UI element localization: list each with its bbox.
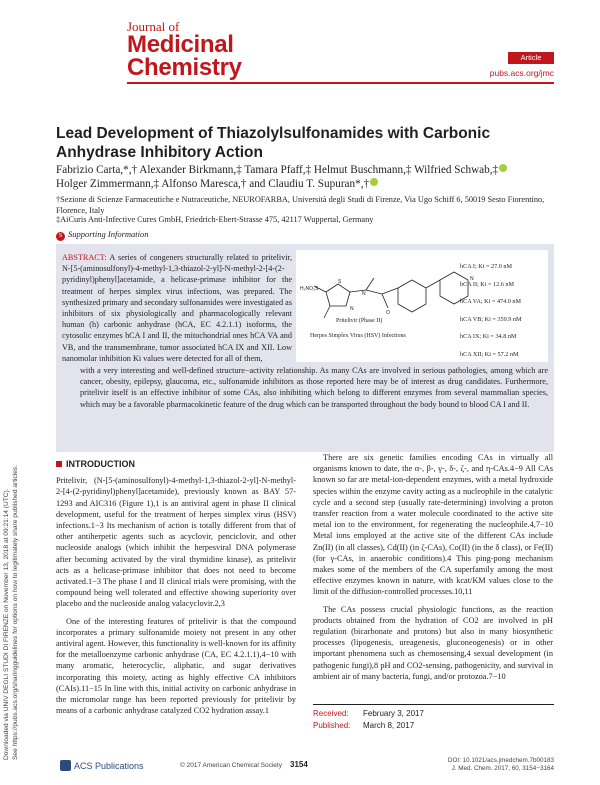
article-type-badge: Article [508,52,554,64]
download-notice-line2[interactable]: See https://pubs.acs.org/sharingguidelines for options on how to legitimately share published articles. [12,464,19,760]
doi-citation [448,757,554,773]
published-date: March 8, 2017 [363,721,415,730]
author-line2 [56,177,556,191]
publisher-name: ACS Publications [74,761,144,771]
graphic-caption-1: Pritelivir (Phase II) [336,318,383,324]
ki-value: hCA VB; Ki = 359.9 nM [460,315,522,323]
author-names-1[interactable]: Fabrizio Carta,*,† Alexander Birkmann,‡ Tamara Pfaff,‡ Helmut Buschmann,‡ Wilfried Schwab,‡ [56,164,499,176]
svg-text:H₂NO₂S: H₂NO₂S [300,286,319,292]
intro-paragraph-1: Pritelivir, (N-[5-(aminosulfonyl)-4-methyl-1,3-thiazol-2-yl]-N-methyl-2-[4-(2-pyridinyl)phenyl]acetamide), previously known as BAY 57-1293 and AIC316 (Figure 1),1 is an antiviral agent in phase II clinical development, useful for the treatment of herpes simplex virus (HSV) infections.1−3 Its mechanism of action is totally different from that of other antiherpetic agents such as acyclovir, penciclovir, and other nucleoside analogs (which inhibit the herpesviral DNA polymerase after becoming activated by the viral thymidine kinase), as pritelivir acts as a helicase-primase inhibitor that does not need to become activated.1−3 The phase I and II clinical trials were promising, with the compound being well tolerated and effective showing superiority over placebo and the nucleoside analog valacyclovir.2,3 [56,476,296,609]
affiliation-1: †Sezione di Scienze Farmaceutiche e Nutraceutiche, NEUROFARBA, Università degli Studi di Firenze, Via Ugo Schiff 6, 50019 Sesto Fiorentino, Florence, Italy [56,195,545,215]
article-title: Lead Development of Thiazolylsulfonamides with Carbonic Anhydrase Inhibitory Action [56,125,491,161]
abstract-body-top: A series of congeners structurally related to pritelivir, N-[5-(aminosulfonyl)-4-methyl-1,3-thiazol-2-yl]-N-methyl-2-[4-(2-pyridinyl)phenyl]acetamide, a helicase-primase inhibitor for the treatment of herpes simplex virus infections, was prepared. The synthesized primary and secondary sulfonamides were investigated as inhibitors of six physiologically and pharmacologically relevant human (h) carbonic anhydrase (hCA, EC 4.2.1.1) isoforms, the cytosolic enzymes hCA I and II, the mitochondrial ones hCA VA and VB, and the transmembrane, tumor associated hCA IX and XII. Low nanomolar inhibition Ki values were detected for all of them, [62,253,292,363]
doi-link[interactable]: DOI: 10.1021/acs.jmedchem.7b00183 [447,757,554,764]
introduction-heading [56,459,296,470]
affiliation-2: ‡AiCuris Anti-Infective Cures GmbH, Friedrich-Ebert-Strasse 475, 42117 Wuppertal, Germany [56,215,374,224]
journal-name-line1: Journal of [127,19,180,34]
right-column [313,452,553,688]
received-date-row [313,708,424,720]
author-line1 [56,163,556,177]
journal-logo [127,20,242,80]
svg-text:N: N [350,306,354,312]
author-names-2[interactable]: Holger Zimmermann,‡ Alfonso Maresca,† and Claudiu T. Supuran*,† [56,178,370,190]
supporting-info-icon: S [56,232,65,241]
abstract-text-bottom: with a very interesting and well-defined structure−activity relationship. As many CAs are involved in serious pathologies, among which are cancer, obesity, epilepsy, glaucoma, etc., sulfonamide inhibitors as those reported here may be of interest as drug candidates. Furthermore, pritelivir itself is an effective inhibitor of some CAs, also inhibiting which belong to different enzymes from several mammalian species, which may be a favorable pharmacokinetic feature of the drug which can be transported throughout the body bound to blood CA I and II. [80,366,548,409]
acs-publications-logo[interactable] [60,760,144,771]
abstract-text-top [62,252,292,364]
download-notice-line1: Downloaded via UNIV DEGLI STUDI DI FIRENZE on November 13, 2018 at 09:21:14 (UTC). [3,488,10,760]
download-notice [2,200,28,760]
ki-value: hCA I; Ki = 27.0 nM [460,263,512,270]
supporting-information-label: Supporting Information [68,229,149,239]
published-label: Published: [313,721,351,730]
supporting-information-link[interactable] [56,229,149,241]
intro-paragraph-4: The CAs possess crucial physiologic functions, as the reaction products obtained from the hydration of CO2 are involved in pH regulation (bicarbonate and protons) but also in many biosynthetic processes (lipogenesis, ureagenesis, gluconeogenesis) or in other important phenomena such as chemosensing,4 sexual development (in pathogenic fungi),8 pH and CO2-sensing, pathogenicity, and survival in ambient air of many bacteria, fungi, and/or protozoa.7−10 [313,604,553,681]
ki-values-list [460,258,521,363]
intro-paragraph-3: There are six genetic families encoding CAs in virtually all organisms known to date, the α-, β-, γ-, δ-, ζ-, and η-CAs.4−9 All CAs known so far are metal-ion-dependent enzymes, with a metal hydroxide species within the enzyme cavity acting as a nucleophile in the catalytic cycle and a second step (usually rate-determining) involving a proton transfer reaction from a water molecule coordinated to the active site metal ion to the environment, for regenerating the nucleophile.4,7−10 Metal ions employed at the active site of the different CAs include Zn(II) (in all classes), Cd(II) (in ζ-CAs), Co(II) (in the δ class), or Fe(II) (for γ-CAs, in anaerobic conditions).4 This ping-pong mechanism makes some of the members of the CA superfamily among the most effective enzymes known in nature, with kcat/KM values close to the limit of the diffusion-controlled processes.10,11 [313,453,553,597]
publication-dates [313,708,424,732]
copyright-notice: © 2017 American Chemical Society [180,762,282,769]
journal-name-line3: Chemistry [127,54,242,81]
page-footer [0,757,600,777]
author-list [56,163,556,191]
svg-text:N: N [470,276,474,282]
header-divider [127,82,554,84]
section-marker-icon [56,461,62,467]
intro-paragraph-2: One of the interesting features of pritelivir is that the compound incorporates a primary sulfonamide moiety not present in any other antiviral agent. However, this functionality is well-known for its affinity for the metalloenzyme carbonic anhydrase (CA, EC 4.2.1.1),4−10 with many aromatic, heterocyclic, aliphatic, and sugar derivatives incorporating this moiety, acting as highly effective CA inhibitors (CAIs).11−15 In line with this, initial activity on carbonic anhydrase in the micromolar range has been reported previously for pritelivir by means of a carbonic anhydrase catalyzed CO2 hydration assay.1 [56,616,296,716]
ki-value: hCA II; Ki = 12.6 nM [460,280,515,288]
page-number: 3154 [290,760,308,769]
journal-url-link[interactable]: pubs.acs.org/jmc [489,68,554,78]
abstract-heading: ABSTRACT: [62,253,107,262]
journal-citation: J. Med. Chem. 2017, 60, 3154−3164 [451,765,554,772]
received-label: Received: [313,709,349,718]
orcid-icon[interactable] [499,164,507,172]
published-date-row [313,720,424,732]
toc-graphic [296,250,548,362]
acs-logo-icon [60,760,71,771]
introduction-heading-label: INTRODUCTION [66,459,135,469]
svg-text:N: N [362,291,366,297]
ki-value: hCA IX; Ki = 34.8 nM [460,333,517,340]
svg-text:O: O [386,310,390,316]
orcid-icon[interactable] [370,178,378,186]
svg-text:S: S [338,279,342,285]
ki-value: hCA VA; Ki = 474.0 nM [460,298,522,305]
journal-name-line2: Medicinal [127,31,234,58]
left-column [56,459,296,722]
graphic-caption-2: Herpes Simplex Virus (HSV) Infections [310,333,406,339]
received-date: February 3, 2017 [363,709,424,718]
ki-value: hCA XII; Ki = 57.2 nM [460,350,519,358]
dates-divider [313,704,554,705]
